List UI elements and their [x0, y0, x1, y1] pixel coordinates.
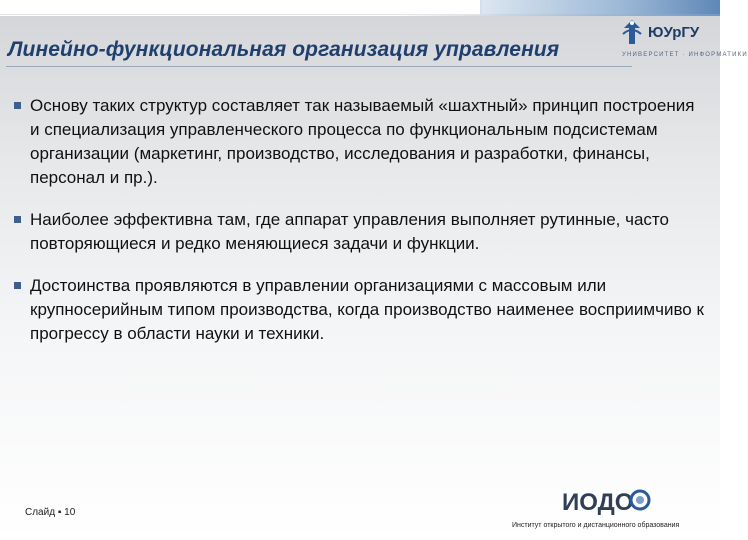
bullet-text: Наиболее эффективна там, где аппарат управления выполняет рутинные, часто повторяющиеся и редко меняющиеся задачи и функции.: [30, 210, 669, 253]
list-item: [14, 208, 704, 256]
iodo-logo: [560, 486, 652, 518]
university-logo: [612, 16, 748, 66]
top-bar-light: [0, 0, 480, 15]
iodo-logo-text: ИОДО: [562, 489, 634, 516]
bullet-text: Достоинства проявляются в управлении организациями с массовым или крупносерийным типом производства, когда производство наименее восприимчиво к прогрессу в области науки и техники.: [30, 276, 704, 343]
list-item: [14, 274, 704, 346]
top-bar-blue: [482, 0, 720, 14]
list-item: [14, 94, 704, 190]
university-name: ЮУрГУ: [648, 24, 700, 41]
slide-number: Слайд ▪ 10: [25, 507, 76, 518]
page-title: Линейно-функциональная организация управления: [8, 38, 560, 61]
bullet-square-icon: [14, 102, 21, 109]
top-decorative-bar: [0, 0, 720, 16]
bullet-square-icon: [14, 216, 21, 223]
institute-name: Институт открытого и дистанционного образования: [512, 522, 680, 529]
bullet-list: [14, 94, 704, 364]
susu-emblem-icon: [620, 18, 644, 48]
bullet-square-icon: [14, 282, 21, 289]
university-subtitle: УНИВЕРСИТЕТ · ИНФОРМАТИКИ: [622, 52, 748, 58]
bullet-text: Основу таких структур составляет так называемый «шахтный» принцип построения и специализация управленческого процесса по функциональным подсистемам организации (маркетинг, производство, исследования и разработки, финансы, персонал и пр.).: [30, 96, 695, 187]
title-divider: [6, 66, 632, 67]
